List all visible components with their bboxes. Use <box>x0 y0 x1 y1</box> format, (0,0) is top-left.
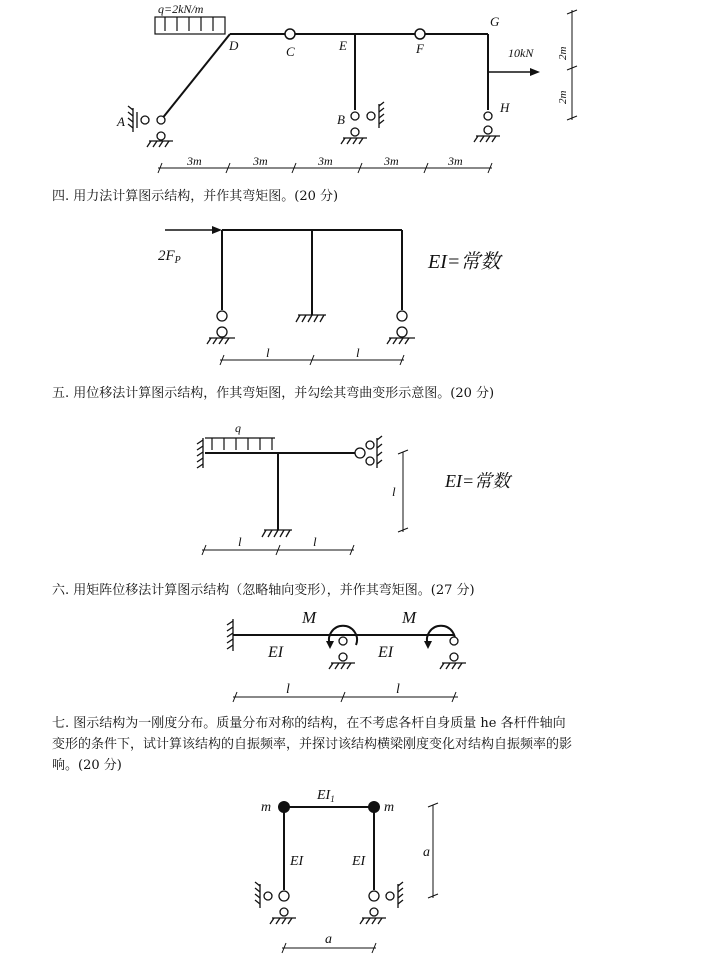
question-6: 六. 用矩阵位移法计算图示结构（忽略轴向变形），并作其弯矩图。(27 分) <box>52 583 475 598</box>
height-label: a <box>423 845 430 860</box>
beam-ei-label: $EI_1$ <box>317 788 335 804</box>
support-left <box>255 882 296 924</box>
span-label: l <box>238 534 242 549</box>
question-7 <box>52 713 572 776</box>
frame-figure-q4 <box>0 210 716 375</box>
span-label: 3m <box>253 154 268 168</box>
joint-label: F <box>416 41 424 56</box>
span-dimension <box>202 545 354 555</box>
mass-label: m <box>261 800 272 815</box>
span-label: l <box>286 682 290 697</box>
portal-figure-q7 <box>0 780 716 962</box>
mass-right <box>368 801 380 813</box>
span-dimension <box>233 692 458 702</box>
span-label: 3m <box>187 154 202 168</box>
ei-label: EI=常数 <box>445 471 511 491</box>
joint-label: C <box>286 44 295 59</box>
span-label: l <box>313 534 317 549</box>
joint-label: E <box>339 38 347 53</box>
height-label: l <box>392 484 396 499</box>
support-right <box>440 637 466 669</box>
mass-left <box>278 801 290 813</box>
frame-figure-q3 <box>0 0 716 185</box>
fixed-support-left <box>227 619 233 651</box>
joint-label: D <box>229 38 239 53</box>
fixed-support-middle <box>296 315 326 322</box>
moment-label: M <box>302 608 317 627</box>
hinge-f <box>415 29 425 39</box>
distributed-load-q5 <box>205 438 275 450</box>
hinge-c <box>285 29 295 39</box>
load-label: q=2kN/m <box>158 2 204 16</box>
column-ei-label: EI <box>290 854 304 869</box>
span-label: l <box>356 345 360 360</box>
fixed-support-left <box>197 438 203 468</box>
beam-figure-q6 <box>0 605 716 705</box>
support-b <box>341 102 384 144</box>
ei-label: EI <box>268 644 284 661</box>
distributed-load-q3 <box>155 17 225 34</box>
question-7-line: 七. 图示结构为一刚度分布。质量分布对称的结构，在不考虑各杆自身质量 he 各杆件轴向 <box>52 716 566 731</box>
support-right <box>355 436 382 468</box>
support-left <box>207 311 235 344</box>
question-4: 四. 用力法计算图示结构，并作其弯矩图。(20 分) <box>52 189 339 204</box>
joint-label: H <box>500 100 510 115</box>
height-dimension <box>398 450 408 532</box>
force-label: 10kN <box>508 46 534 60</box>
height-label: 2m <box>557 90 569 104</box>
question-5: 五. 用位移法计算图示结构，作其弯矩图，并勾绘其弯曲变形示意图。(20 分) <box>52 386 495 401</box>
joint-label: A <box>117 114 125 129</box>
question-7-line: 变形的条件下，试计算该结构的自振频率，并探讨该结构横梁刚度变化对结构自振频率的影 <box>52 737 573 752</box>
span-label: 3m <box>448 154 463 168</box>
load-label: q <box>235 421 241 435</box>
force-arrow-10kn <box>488 68 540 76</box>
span-label: a <box>325 932 332 947</box>
joint-label: G <box>490 14 500 29</box>
force-label: $2F_P$ <box>158 248 181 266</box>
span-label: l <box>266 345 270 360</box>
support-right <box>360 882 403 924</box>
span-label: 3m <box>384 154 399 168</box>
span-label: 3m <box>318 154 333 168</box>
joint-label: B <box>337 112 345 127</box>
frame-figure-q5 <box>0 410 716 570</box>
height-label: 2m <box>557 46 569 60</box>
moment-arrowhead <box>424 641 432 649</box>
span-dimension <box>220 355 404 365</box>
ei-label: EI=常数 <box>428 251 501 273</box>
mass-label: m <box>384 800 395 815</box>
support-right <box>387 311 415 344</box>
force-arrow-2fp <box>165 226 222 234</box>
support-h <box>474 112 500 142</box>
moment-arrowhead <box>326 641 334 649</box>
moment-label: M <box>402 608 417 627</box>
ei-label: EI <box>378 644 394 661</box>
fixed-support-bottom <box>262 530 292 537</box>
column-ei-label: EI <box>352 854 366 869</box>
span-label: l <box>396 682 400 697</box>
question-7-line: 响。(20 分) <box>52 758 122 773</box>
